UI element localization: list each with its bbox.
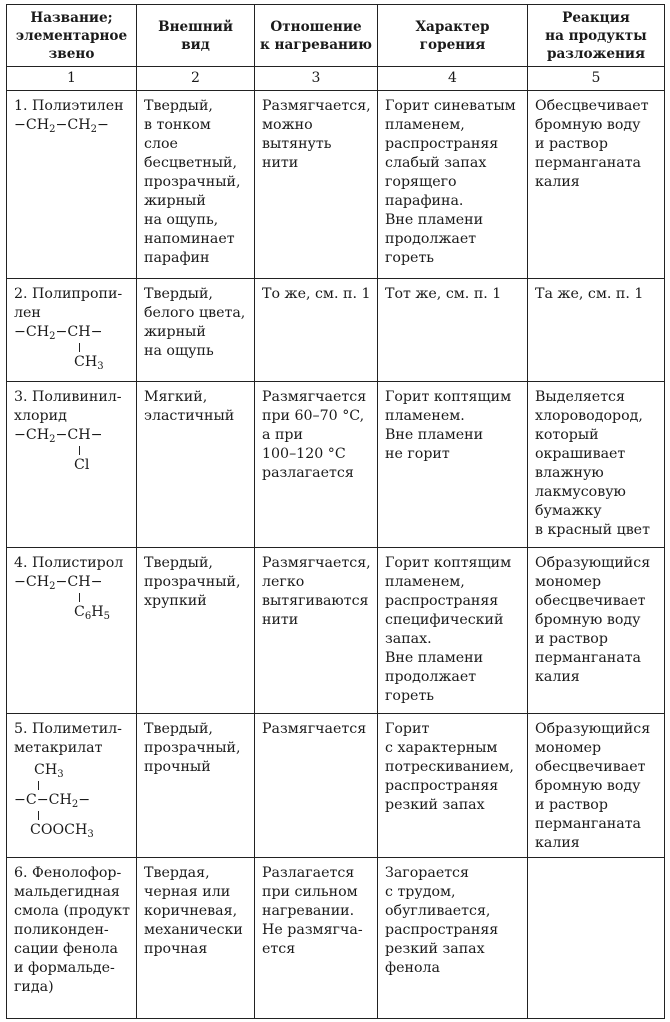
formula-main: $-C-CH_2-$ <box>14 792 91 810</box>
reaction-cell: Выделяется хлороводород, который окрашивает влажную лакмусовую бумажку в красный цвет <box>528 382 665 548</box>
formula-below: $COOCH_3$ <box>30 822 94 840</box>
table-row <box>7 858 665 1019</box>
structural-formula <box>14 573 131 622</box>
table-row <box>7 382 665 548</box>
burning-cell: Горит коптящим пламенем, распространяя специфический запах. Вне пламени продолжает гореть <box>378 548 528 714</box>
structural-formula <box>14 323 131 372</box>
column-number: 1 <box>7 67 137 91</box>
burning-cell: Тот же, см. п. 1 <box>378 279 528 382</box>
header-row <box>7 5 665 67</box>
polymer-name: 2. Полипропи- лен <box>14 286 123 321</box>
polymer-name-cell <box>7 714 137 858</box>
reaction-cell: Обесцвечивает бромную воду и раствор перманганата калия <box>528 91 665 279</box>
header-heating: Отношение к нагреванию <box>255 5 378 67</box>
formula-above: $CH_3$ <box>34 762 64 780</box>
burning-cell: Горит коптящим пламенем. Вне пламени не горит <box>378 382 528 548</box>
formula-main: $-CH_2-CH_2-$ <box>14 117 109 135</box>
polymer-properties-table <box>6 4 665 1019</box>
polymer-name: 1. Полиэтилен <box>14 98 124 114</box>
appearance-cell: Твердый, прозрачный, хрупкий <box>137 548 255 714</box>
heating-cell: Размягчается при 60–70 °C, а при 100–120 °C разлагается <box>255 382 378 548</box>
bond-line <box>38 781 39 790</box>
polymer-name-cell <box>7 91 137 279</box>
reaction-cell: Та же, см. п. 1 <box>528 279 665 382</box>
bond-line <box>79 593 80 602</box>
burning-cell: Горит с характерным потрескиванием, распространяя резкий запах <box>378 714 528 858</box>
formula-main: $-CH_2-CH-$ <box>14 324 103 342</box>
table-row <box>7 548 665 714</box>
header-burning: Характер горения <box>378 5 528 67</box>
polymer-name-cell: 6. Фенолофор- мальдегидная смола (продукт поликонден- сации фенола и формальде- гида) <box>7 858 137 1019</box>
appearance-cell: Твердый, белого цвета, жирный на ощупь <box>137 279 255 382</box>
reaction-cell: Образующийся мономер обесцвечивает бромную воду и раствор перманганата калия <box>528 714 665 858</box>
header-name: Название; элементарное звено <box>7 5 137 67</box>
reaction-cell: Образующийся мономер обесцвечивает бромную воду и раствор перманганата калия <box>528 548 665 714</box>
appearance-cell: Твердый, прозрачный, прочный <box>137 714 255 858</box>
structural-formula <box>14 426 131 475</box>
column-number: 4 <box>378 67 528 91</box>
formula-below: Cl <box>74 457 90 473</box>
column-number: 2 <box>137 67 255 91</box>
burning-cell: Горит синеватым пламенем, распространяя слабый запах горящего парафина. Вне пламени продолжает гореть <box>378 91 528 279</box>
polymer-name: 4. Полистирол <box>14 555 124 571</box>
header-reaction: Реакция на продукты разложения <box>528 5 665 67</box>
bond-line <box>38 811 39 820</box>
reaction-cell <box>528 858 665 1019</box>
heating-cell: Размягчается <box>255 714 378 858</box>
bond-line <box>79 343 80 352</box>
heating-cell: Размягчается, можно вытянуть нити <box>255 91 378 279</box>
table-row <box>7 279 665 382</box>
header-appearance: Внешний вид <box>137 5 255 67</box>
polymer-name-cell <box>7 382 137 548</box>
appearance-cell: Твердый, в тонком слое бесцветный, прозрачный, жирный на ощупь, напоминает парафин <box>137 91 255 279</box>
burning-cell: Загорается с трудом, обугливается, распространяя резкий запах фенола <box>378 858 528 1019</box>
bond-line <box>79 446 80 455</box>
column-number-row <box>7 67 665 91</box>
polymer-name: 5. Полиметил- метакрилат <box>14 721 122 756</box>
polymer-name: 3. Поливинил- хлорид <box>14 389 122 424</box>
formula-main: $-CH_2-CH-$ <box>14 574 103 592</box>
polymer-name-cell <box>7 279 137 382</box>
table-row <box>7 714 665 858</box>
structural-formula <box>14 116 131 135</box>
appearance-cell: Мягкий, эластичный <box>137 382 255 548</box>
appearance-cell: Твердая, черная или коричневая, механически прочная <box>137 858 255 1019</box>
formula-main: $-CH_2-CH-$ <box>14 427 103 445</box>
structural-formula <box>14 761 131 840</box>
column-number: 3 <box>255 67 378 91</box>
formula-below: $CH_3$ <box>74 354 104 372</box>
heating-cell: Размягчается, легко вытягиваются нити <box>255 548 378 714</box>
column-number: 5 <box>528 67 665 91</box>
polymer-name-cell <box>7 548 137 714</box>
heating-cell: То же, см. п. 1 <box>255 279 378 382</box>
table-row <box>7 91 665 279</box>
heating-cell: Разлагается при сильном нагревании. Не размягча- ется <box>255 858 378 1019</box>
formula-below: $C_6H_5$ <box>74 604 110 622</box>
